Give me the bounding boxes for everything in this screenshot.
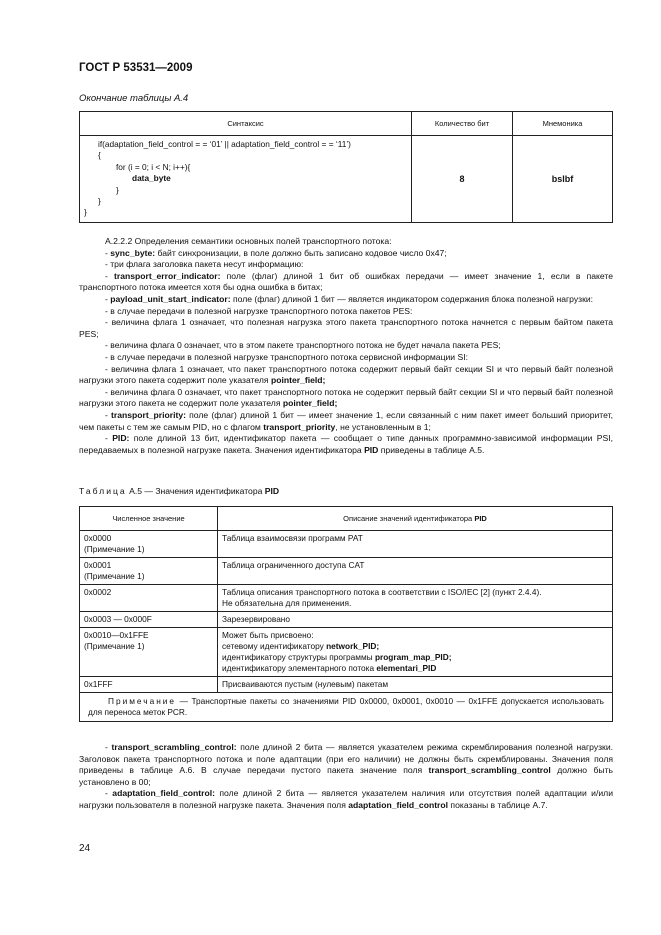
pes-flag-0: - величина флага 0 означает, что в этом пакете транспортного потока не будет начала пакета PES; xyxy=(105,340,501,351)
si-intro: - в случае передачи в полезной нагрузке транспортного потока сервисной информации SI: xyxy=(105,351,468,362)
pid-item: - PID: поле длиной 13 бит, идентификатор пакета — сообщает о типе данных программно-зависимой информации PSI, передаваемых в полезной нагрузке пакета. Значения идентификатора PID приведены в таблице А.5. xyxy=(79,433,614,455)
col-mnemonic: Мнемоника xyxy=(513,112,613,136)
sync-byte-item: - sync_byte: байт синхронизации, в поле должно быть записано кодовое число 0x47; xyxy=(105,247,447,258)
pusi-item: - payload_unit_start_indicator: поле (флаг) длиной 1 бит — является индикатором содержания блока полезной нагрузки: xyxy=(105,293,594,304)
code-line: if(adaptation_field_control = = ‘01’ || adaptation_field_control = = ‘11’) xyxy=(98,139,351,149)
field-name: payload_unit_start_indicator: xyxy=(110,293,231,304)
field-name: sync_byte: xyxy=(110,247,156,258)
pid-description: Присваиваются пустым (нулевым) пакетам xyxy=(218,677,613,693)
table-a4 xyxy=(79,111,613,223)
bottom-section xyxy=(79,742,613,812)
code-line: } xyxy=(84,207,87,218)
pid-description: Зарезервировано xyxy=(218,612,613,628)
syntax-code xyxy=(80,136,412,223)
bits-value: 8 xyxy=(412,136,513,223)
tsc-item: - transport_scrambling_control: поле длиной 2 бита — является указателем режима скремблирования полезной нагрузки. Заголовок пакета транспортного потока и поле адаптации (при его наличии) не должны быть скремблированы. Значения поля приведены в таблице А.6. В случае передачи пустого пакета значение поля transport_scrambling_control должно быть установлено в 00; xyxy=(79,742,614,787)
field-name: transport_error_indicator: xyxy=(114,270,221,281)
pid-value: 0x1FFF xyxy=(80,677,218,693)
code-line: data_byte xyxy=(132,173,171,184)
table-row xyxy=(80,612,613,628)
mnemonic-value: bslbf xyxy=(513,136,613,223)
tp-item: - transport_priority: поле (флаг) длиной 1 бит — имеет значение 1, если связанный с ним пакет имеет больший приоритет, чем пакеты с тем же самым PID, но с флагом transport_priority, не установленным в 1; xyxy=(79,409,614,432)
si-flag-1: - величина флага 1 означает, что пакет транспортного потока содержит первый байт секции SI и что первый байт полезной нагрузки этого пакета содержит поле указателя pointer_field; xyxy=(79,363,613,386)
document-header: ГОСТ Р 53531—2009 xyxy=(79,62,193,74)
tei-item: - transport_error_indicator: поле (флаг) длиной 1 бит об ошибках передачи — имеет значение 1, если в пакете транспортного потока имеется хотя бы одна ошибка в битах; xyxy=(79,270,614,293)
col-syntax: Синтаксис xyxy=(80,112,412,136)
pid-value: 0x0003 — 0x000F xyxy=(80,612,218,628)
table-a5 xyxy=(79,506,613,722)
table-row xyxy=(80,531,613,558)
pid-description: Таблица описания транспортного потока в соответствии с ISO/IEC [2] (пункт 2.4.4). Не обязательна для применения. xyxy=(218,585,613,612)
afc-item: - adaptation_field_control: поле длиной 2 бита — является указателем наличия или отсутствия полей адаптации и/или нагрузки пользователя в полезной нагрузке пакета. Значения поля adaptation_field_control показаны в таблице А.7. xyxy=(79,788,613,810)
pid-value: 0x0001 (Примечание 1) xyxy=(80,558,218,585)
table-row xyxy=(80,677,613,693)
code-line: for (i = 0; i < N; i++){ xyxy=(116,161,191,172)
code-line: } xyxy=(98,196,101,207)
semantics-intro: А.2.2.2 Определения семантики основных полей транспортного потока: xyxy=(105,236,392,246)
table-note: Примечание — Транспортные пакеты со значениями PID 0x0000, 0x0001, 0x0010 — 0x1FFE допускается использовать для переноса меток PCR. xyxy=(80,693,613,722)
semantics-section xyxy=(79,236,613,456)
col-description: Описание значений идентификатора PID xyxy=(218,507,613,531)
si-flag-0: - величина флага 0 означает, что пакет транспортного потока не содержит первый байт секции SI и что первый байт полезной нагрузки этого пакета не содержит поле указателя pointer_field; xyxy=(79,386,613,409)
field-name: adaptation_field_control: xyxy=(112,788,215,799)
code-line: } xyxy=(116,184,119,195)
col-numeric-value: Численное значение xyxy=(80,507,218,531)
table-row xyxy=(80,558,613,585)
pes-flag-1: - величина флага 1 означает, что полезная нагрузка этого пакета транспортного потока начнется с первым байтом пакета PES; xyxy=(79,317,613,339)
table-a5-caption: Таблица А.5 — Значения идентификатора PID xyxy=(79,486,280,496)
code-line: { xyxy=(98,150,101,161)
pid-value: 0x0000 (Примечание 1) xyxy=(80,531,218,558)
col-bits: Количество бит xyxy=(412,112,513,136)
table-row xyxy=(80,585,613,612)
pid-value: 0x0002 xyxy=(80,585,218,612)
three-flags-item: - три флага заголовка пакета несут информацию: xyxy=(105,259,304,270)
page-number: 24 xyxy=(79,843,91,854)
pid-value: 0x0010—0x1FFE (Примечание 1) xyxy=(80,628,218,677)
field-name: transport_scrambling_control: xyxy=(111,742,237,752)
table-a4-caption: Окончание таблицы А.4 xyxy=(79,93,189,104)
field-name: PID: xyxy=(112,433,130,444)
field-name: transport_priority: xyxy=(111,409,186,420)
pes-intro: - в случае передачи в полезной нагрузке транспортного потока пакетов PES: xyxy=(105,305,413,316)
pid-description: Может быть присвоено: сетевому идентификатору network_PID; идентификатору структуры программы program_map_PID; идентификатору элементарного потока elementari_PID xyxy=(218,628,613,677)
table-row xyxy=(80,628,613,677)
pid-description: Таблица ограниченного доступа CAT xyxy=(218,558,613,585)
pid-description: Таблица взаимосвязи программ PAT xyxy=(218,531,613,558)
